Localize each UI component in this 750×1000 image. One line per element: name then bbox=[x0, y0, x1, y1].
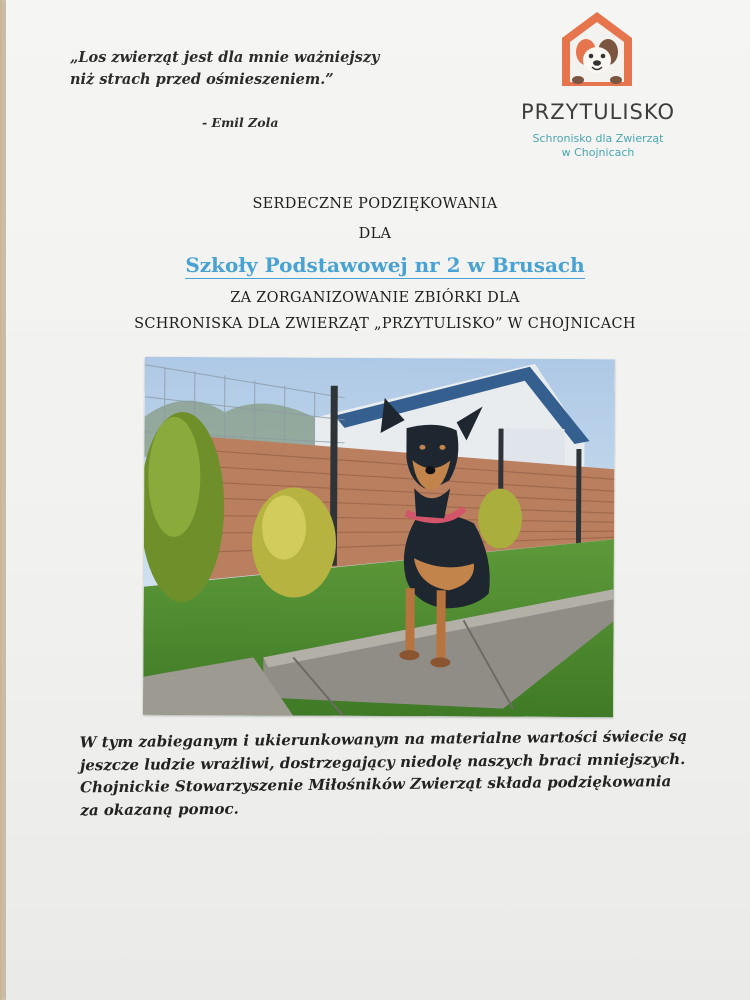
body-line-2: jeszcze ludzie wrażliwi, dostrzegający niedolę naszych braci mniejszych. bbox=[79, 749, 686, 774]
heading-for: DLA bbox=[358, 226, 392, 242]
quote-line-2: niż strach przed ośmieszeniem.” bbox=[70, 71, 334, 88]
dog-on-boardwalk-photo bbox=[143, 357, 615, 717]
body-paragraph bbox=[80, 725, 721, 822]
quote-line-1: „Los zwierząt jest dla mnie ważniejszy bbox=[70, 49, 380, 66]
body-line-1: W tym zabieganym i ukierunkowanym na materialne wartości świecie są bbox=[79, 726, 688, 752]
logo-subtitle bbox=[498, 132, 698, 160]
school-name bbox=[0, 253, 750, 277]
logo-subtitle-line-2: w Chojnicach bbox=[561, 146, 635, 159]
quote bbox=[70, 47, 400, 91]
dog-cat-house-icon bbox=[556, 8, 638, 90]
heading-collection: ZA ZORGANIZOWANIE ZBIÓRKI DLA bbox=[230, 290, 520, 306]
quote-author: - Emil Zola bbox=[202, 115, 279, 130]
school-name-text: Szkoły Podstawowej nr 2 w Brusach bbox=[185, 253, 585, 277]
logo-subtitle-line-1: Schronisko dla Zwierząt bbox=[532, 132, 664, 145]
logo-name: PRZYTULISKO bbox=[520, 100, 676, 124]
body-line-4: za okazaną pomoc. bbox=[80, 799, 239, 819]
body-line-3: Chojnickie Stowarzyszenie Miłośników Zwierząt składa podziękowania bbox=[80, 772, 672, 797]
heading-shelter: SCHRONISKA DLA ZWIERZĄT „PRZYTULISKO” W CHOJNICACH bbox=[134, 316, 636, 332]
heading-thanks: SERDECZNE PODZIĘKOWANIA bbox=[252, 196, 498, 212]
